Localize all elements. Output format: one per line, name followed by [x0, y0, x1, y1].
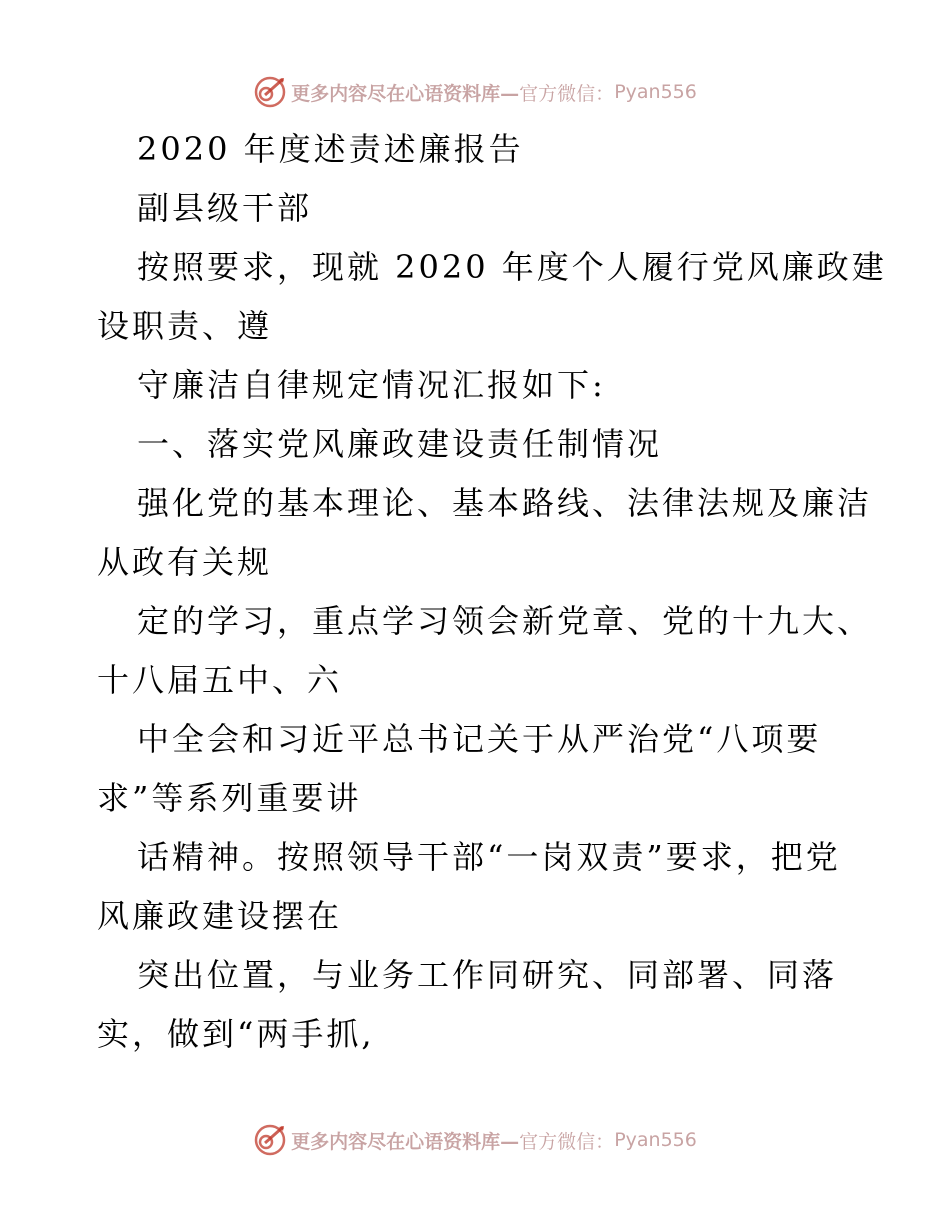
- document-body: [97, 120, 887, 1064]
- text-line: 按照要求，现就 2020 年度个人履行党风廉政建: [137, 248, 887, 286]
- text-line: 定的学习，重点学习领会新党章、党的十九大、: [137, 602, 873, 640]
- header-watermark: [0, 72, 950, 112]
- text-line: 话精神。按照领导干部“一岗双责”要求，把党: [137, 838, 841, 876]
- text-line: 求”等系列重要讲: [97, 779, 362, 817]
- text-line: 实，做到“两手抓,: [97, 1015, 375, 1053]
- text-line: 一、落实党风廉政建设责任制情况: [137, 425, 663, 463]
- watermark-site-text: 更多内容尽在心语资料库—: [291, 1130, 520, 1153]
- text-line: 守廉洁自律规定情况汇报如下:: [137, 366, 606, 404]
- footer-watermark: [0, 1120, 950, 1160]
- text-line: 中全会和习近平总书记关于从严治党“八项要: [137, 720, 822, 758]
- watermark-wechat-label: 官方微信：: [519, 1130, 615, 1153]
- watermark-wechat-label: 官方微信：: [519, 82, 615, 105]
- watermark-wechat-id: Pyan556: [614, 1129, 697, 1151]
- watermark-wechat-id: Pyan556: [614, 81, 697, 103]
- text-line: 设职责、遵: [97, 307, 273, 345]
- watermark-site-text: 更多内容尽在心语资料库—: [291, 82, 520, 105]
- text-line: 十八届五中、六: [97, 661, 343, 699]
- text-line: 2020 年度述责述廉报告: [137, 130, 524, 168]
- text-line: 副县级干部: [137, 189, 313, 227]
- text-line: 突出位置，与业务工作同研究、同部署、同落: [137, 956, 838, 994]
- text-line: 强化党的基本理论、基本路线、法律法规及廉洁: [137, 484, 873, 522]
- watermark-logo-icon: [253, 75, 287, 109]
- watermark-logo-icon: [253, 1123, 287, 1157]
- text-line: 风廉政建设摆在: [97, 897, 343, 935]
- text-line: 从政有关规: [97, 543, 273, 581]
